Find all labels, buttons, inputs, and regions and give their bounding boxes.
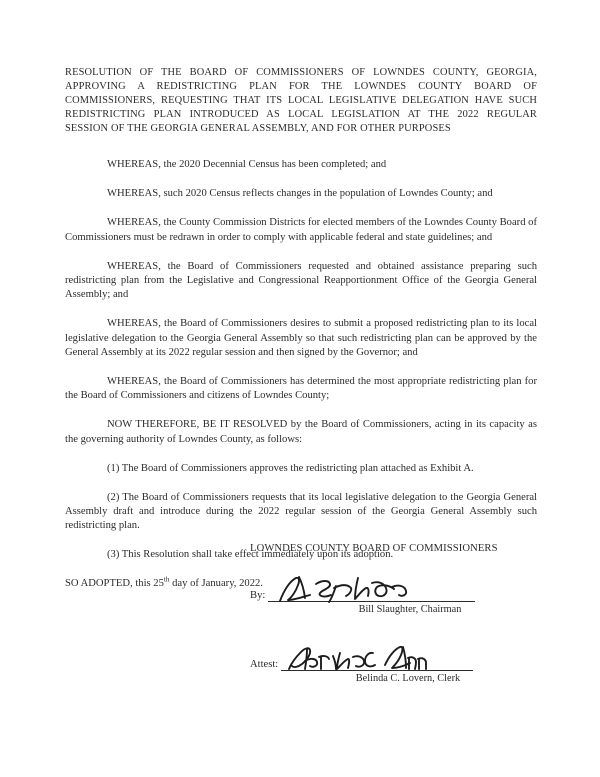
whereas-paragraph-2: WHEREAS, such 2020 Census reflects changes in the population of Lowndes County; and bbox=[107, 188, 493, 200]
chairman-name: Bill Slaughter, Chairman bbox=[358, 604, 462, 615]
whereas-paragraph-4: WHEREAS, the Board of Commissioners requested and obtained assistance preparing such redistricting plan from the Legislative and Congressional Reapportionment Office of the Georgia General Assembly; and bbox=[65, 260, 537, 301]
title-line: RESOLUTION OF THE BOARD OF COMMISSIONERS OF LOWNDES COUNTY, GEORGIA, bbox=[65, 67, 537, 78]
signature-block bbox=[250, 543, 540, 684]
title-line: SESSION OF THE GEORGIA GENERAL ASSEMBLY, AND FOR OTHER PURPOSES bbox=[65, 123, 451, 135]
whereas-paragraph-5: WHEREAS, the Board of Commissioners desires to submit a proposed redistricting plan to its local legislative delegation to the Georgia General Assembly so that such redistricting plan can be approved by the General Assembly at its 2022 regular session and then signed by the Governor; and bbox=[65, 318, 537, 359]
resolved-item-1: (1) The Board of Commissioners approves the redistricting plan attached as Exhibit A. bbox=[107, 462, 474, 474]
now-therefore-paragraph: NOW THEREFORE, BE IT RESOLVED by the Board of Commissioners, acting in its capacity as the governing authority of Lowndes County, as follows: bbox=[65, 419, 537, 445]
title-line: APPROVING A REDISTRICTING PLAN FOR THE LOWNDES COUNTY BOARD OF bbox=[65, 81, 537, 93]
by-label: By: bbox=[250, 590, 266, 601]
chairman-signature-line bbox=[268, 601, 475, 602]
resolved-item-3: (3) This Resolution shall take effect immediately upon its adoption. bbox=[107, 549, 394, 561]
chairman-signature-row bbox=[250, 582, 540, 602]
clerk-signature-row bbox=[250, 651, 540, 671]
clerk-signature-icon bbox=[285, 643, 435, 673]
whereas-paragraph-1: WHEREAS, the 2020 Decennial Census has been completed; and bbox=[107, 159, 387, 171]
clerk-signature-line bbox=[281, 670, 473, 671]
whereas-paragraph-3: WHEREAS, the County Commission Districts for elected members of the Lowndes County Board of Commissioners must be redrawn in order to comply with applicable federal and state guidelines; and bbox=[65, 217, 537, 243]
attest-label: Attest: bbox=[250, 659, 279, 670]
adoption-ordinal-suffix: th bbox=[163, 575, 170, 584]
document-title bbox=[65, 66, 537, 136]
resolved-item-2: (2) The Board of Commissioners requests that its local legislative delegation to the Georgia General Assembly draft and introduce during the 2022 regular session of the Georgia General Assembly such redistricting plan. bbox=[65, 491, 537, 532]
title-line: REDISTRICTING PLAN INTRODUCED AS LOCAL LEGISLATION AT THE 2022 REGULAR bbox=[65, 109, 537, 121]
whereas-paragraph-6: WHEREAS, the Board of Commissioners has determined the most appropriate redistricting plan for the Board of Commissioners and citizens of Lowndes County; bbox=[65, 376, 537, 402]
clerk-name: Belinda C. Lovern, Clerk bbox=[355, 673, 461, 684]
adoption-rest: day of January, 2022. bbox=[169, 577, 263, 589]
signature-block-heading: LOWNDES COUNTY BOARD OF COMMISSIONERS bbox=[250, 543, 498, 554]
adoption-prefix: SO ADOPTED, this 25 bbox=[65, 577, 164, 589]
chairman-signature-icon bbox=[272, 574, 422, 604]
title-line: COMMISSIONERS, REQUESTING THAT ITS LOCAL LEGISLATIVE DELEGATION HAVE SUCH bbox=[65, 95, 537, 107]
document-body bbox=[65, 66, 537, 591]
